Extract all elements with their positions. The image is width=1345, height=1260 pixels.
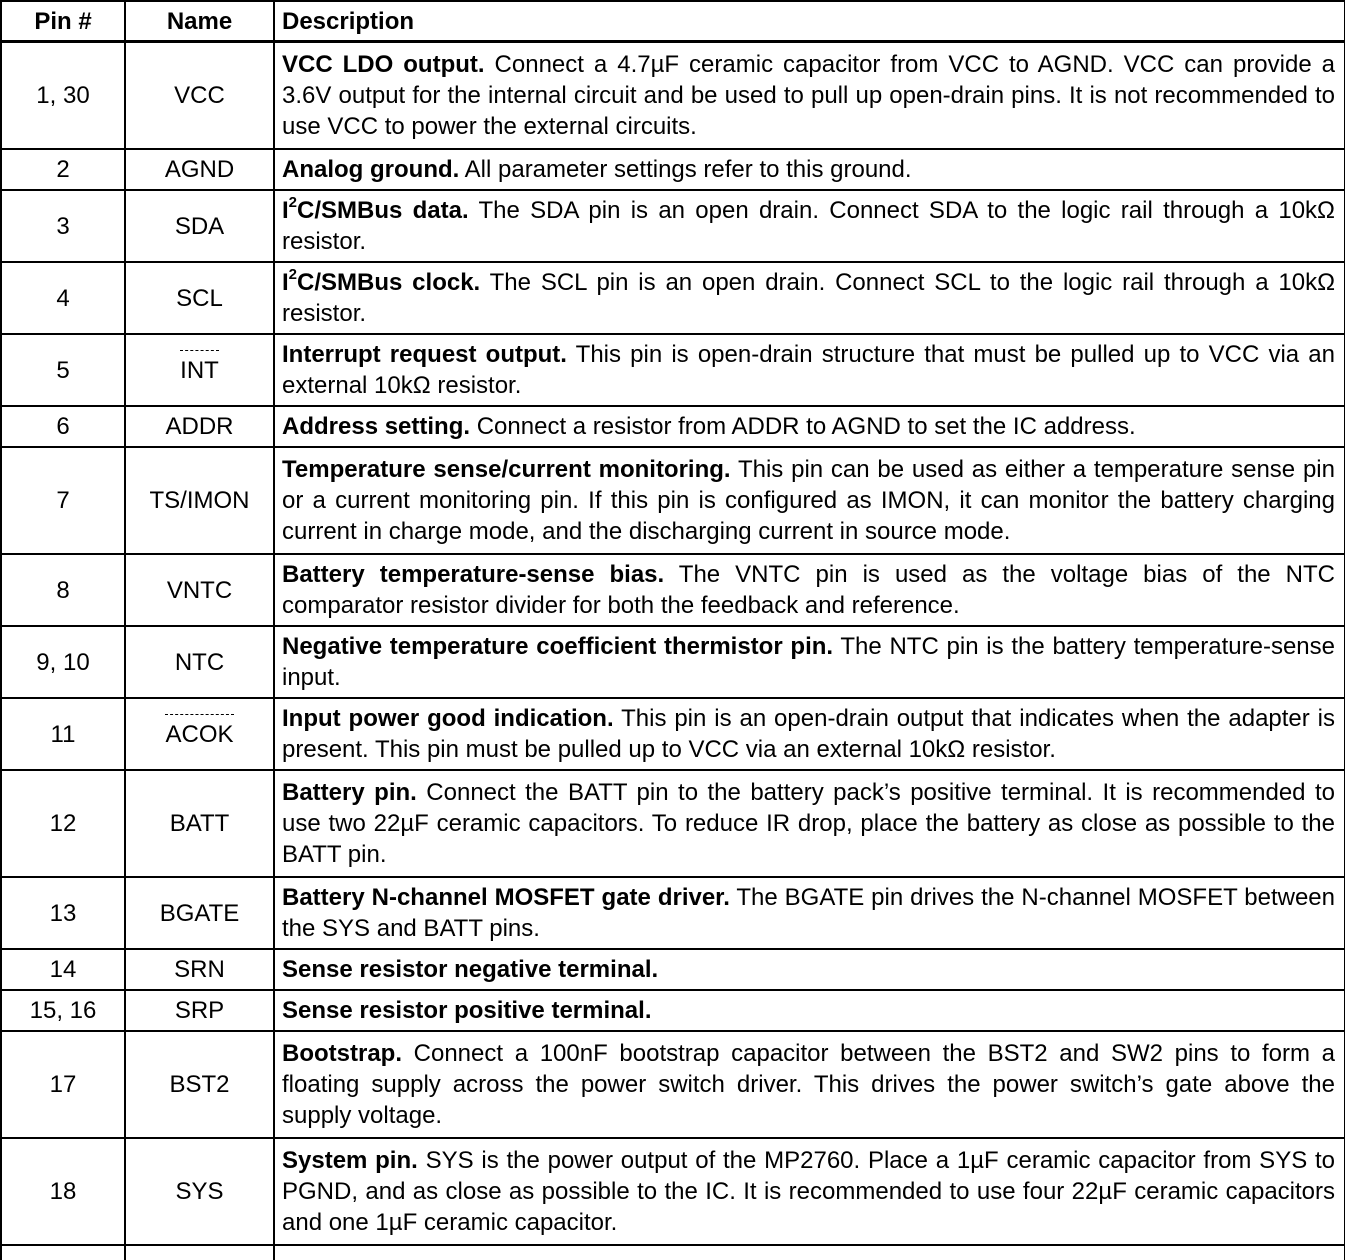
description-lead: Input power good indication.	[282, 705, 614, 732]
lead-superscript: 2	[289, 194, 297, 211]
description-text: The VNTC pin is used as the voltage bias of the NTC comparator resistor divider for both the feedback and reference.	[282, 561, 1335, 619]
table-row	[1, 447, 1345, 554]
pin-name	[125, 698, 274, 770]
description-text: This pin is an open-drain output that indicates when the adapter is present. This pin must be pulled up to VCC via an external 10kΩ resistor.	[282, 705, 1335, 763]
table-row	[1, 406, 1345, 447]
pin-number: 7	[1, 447, 125, 554]
pin-name: BGATE	[125, 877, 274, 949]
lead-rest: C/SMBus clock.	[297, 269, 480, 296]
pin-description	[274, 990, 1345, 1031]
description-text: All parameter settings refer to this ground.	[459, 156, 911, 183]
pin-description	[274, 554, 1345, 626]
description-lead: Battery pin.	[282, 779, 417, 806]
table-row	[1, 149, 1345, 190]
description-lead: Battery temperature-sense bias.	[282, 561, 664, 588]
pin-number: 3	[1, 190, 125, 262]
table-row	[1, 262, 1345, 334]
pin-number: 14	[1, 949, 125, 990]
pin-name: AGND	[125, 149, 274, 190]
description-lead	[282, 269, 480, 296]
description-lead: Battery N-channel MOSFET gate driver.	[282, 884, 730, 911]
pin-name-overbar: INT	[180, 355, 219, 386]
pin-description	[274, 1138, 1345, 1245]
pin-name: VCC	[125, 42, 274, 150]
pin-description	[274, 1031, 1345, 1138]
pin-number: 4	[1, 262, 125, 334]
pin-name: SRP	[125, 990, 274, 1031]
description-text: Connect a 100nF bootstrap capacitor between the BST2 and SW2 pins to form a floating supply across the power switch driver. This drives the power switch’s gate above the supply voltage.	[282, 1040, 1335, 1129]
description-lead: Sense resistor positive terminal.	[282, 997, 651, 1024]
pin-number: 12	[1, 770, 125, 877]
name-column-header: Name	[125, 1, 274, 42]
pin-name: SYS	[125, 1138, 274, 1245]
pin-number: 9, 10	[1, 626, 125, 698]
pin-name: SCL	[125, 262, 274, 334]
description-text: The SDA pin is an open drain. Connect SDA to the logic rail through a 10kΩ resistor.	[282, 197, 1335, 255]
description-lead: Sense resistor negative terminal.	[282, 956, 658, 983]
lead-superscript: 2	[289, 266, 297, 283]
pin-number: 13	[1, 877, 125, 949]
pin-description	[274, 626, 1345, 698]
table-row	[1, 949, 1345, 990]
description-lead: VCC LDO output.	[282, 51, 485, 78]
pin-description	[274, 334, 1345, 406]
table-row	[1, 1031, 1345, 1138]
table-row	[1, 334, 1345, 406]
table-row	[1, 554, 1345, 626]
empty-cell	[1, 1245, 125, 1260]
pin-description	[274, 949, 1345, 990]
pin-number: 11	[1, 698, 125, 770]
pin-description	[274, 406, 1345, 447]
table-row	[1, 42, 1345, 150]
table-row	[1, 770, 1345, 877]
description-text: The NTC pin is the battery temperature-sense input.	[282, 633, 1335, 691]
pin-number: 8	[1, 554, 125, 626]
table-row-continuation	[1, 1245, 1345, 1260]
empty-cell	[274, 1245, 1345, 1260]
pin-number: 2	[1, 149, 125, 190]
description-text: Connect a resistor from ADDR to AGND to set the IC address.	[470, 413, 1136, 440]
table-row	[1, 990, 1345, 1031]
pin-name: NTC	[125, 626, 274, 698]
pin-name: TS/IMON	[125, 447, 274, 554]
pin-name: SRN	[125, 949, 274, 990]
empty-cell	[125, 1245, 274, 1260]
pin-description	[274, 698, 1345, 770]
description-text: SYS is the power output of the MP2760. Place a 1µF ceramic capacitor from SYS to PGND, and as close as possible to the IC. It is recommended to use four 22µF ceramic capacitors and one 1µF ceramic capacitor.	[282, 1147, 1335, 1236]
description-lead: System pin.	[282, 1147, 418, 1174]
description-lead: Analog ground.	[282, 156, 459, 183]
pin-name	[125, 334, 274, 406]
description-text: This pin is open-drain structure that must be pulled up to VCC via an external 10kΩ resistor.	[282, 341, 1335, 399]
lead-prefix: I	[282, 269, 289, 296]
description-lead: Interrupt request output.	[282, 341, 567, 368]
table-row	[1, 190, 1345, 262]
pin-name: BATT	[125, 770, 274, 877]
pin-number: 1, 30	[1, 42, 125, 150]
pin-column-header: Pin #	[1, 1, 125, 42]
description-text: Connect the BATT pin to the battery pack’s positive terminal. It is recommended to use two 22µF ceramic capacitors. To reduce IR drop, place the battery as close as possible to the BATT pin.	[282, 779, 1335, 868]
pin-description	[274, 149, 1345, 190]
pin-name: SDA	[125, 190, 274, 262]
pin-number: 6	[1, 406, 125, 447]
lead-rest: C/SMBus data.	[297, 197, 469, 224]
description-lead: Temperature sense/current monitoring.	[282, 456, 731, 483]
table-body	[1, 42, 1345, 1260]
description-lead	[282, 197, 469, 224]
pin-name: ADDR	[125, 406, 274, 447]
pin-name: VNTC	[125, 554, 274, 626]
pin-description	[274, 770, 1345, 877]
pin-number: 17	[1, 1031, 125, 1138]
table-header-row	[1, 1, 1345, 42]
pin-name-overbar: ACOK	[165, 719, 233, 750]
table-row	[1, 877, 1345, 949]
table-row	[1, 698, 1345, 770]
pin-description	[274, 447, 1345, 554]
pin-description	[274, 877, 1345, 949]
description-text: This pin can be used as either a temperature sense pin or a current monitoring pin. If this pin is configured as IMON, it can monitor the battery charging current in charge mode, and the discharging current in source mode.	[282, 456, 1335, 545]
table-row	[1, 626, 1345, 698]
description-text: Connect a 4.7µF ceramic capacitor from VCC to AGND. VCC can provide a 3.6V output for the internal circuit and be used to pull up open-drain pins. It is not recommended to use VCC to power the external circuits.	[282, 51, 1335, 140]
description-text: The BGATE pin drives the N-channel MOSFET between the SYS and BATT pins.	[282, 884, 1335, 942]
pin-description	[274, 42, 1345, 150]
pin-description	[274, 262, 1345, 334]
description-column-header: Description	[274, 1, 1345, 42]
pin-description	[274, 190, 1345, 262]
description-lead: Address setting.	[282, 413, 470, 440]
pin-number: 18	[1, 1138, 125, 1245]
description-lead: Bootstrap.	[282, 1040, 402, 1067]
table-row	[1, 1138, 1345, 1245]
description-text: The SCL pin is an open drain. Connect SCL to the logic rail through a 10kΩ resistor.	[282, 269, 1335, 327]
pin-name: BST2	[125, 1031, 274, 1138]
pin-number: 15, 16	[1, 990, 125, 1031]
lead-prefix: I	[282, 197, 289, 224]
description-lead: Negative temperature coefficient thermistor pin.	[282, 633, 833, 660]
pin-number: 5	[1, 334, 125, 406]
